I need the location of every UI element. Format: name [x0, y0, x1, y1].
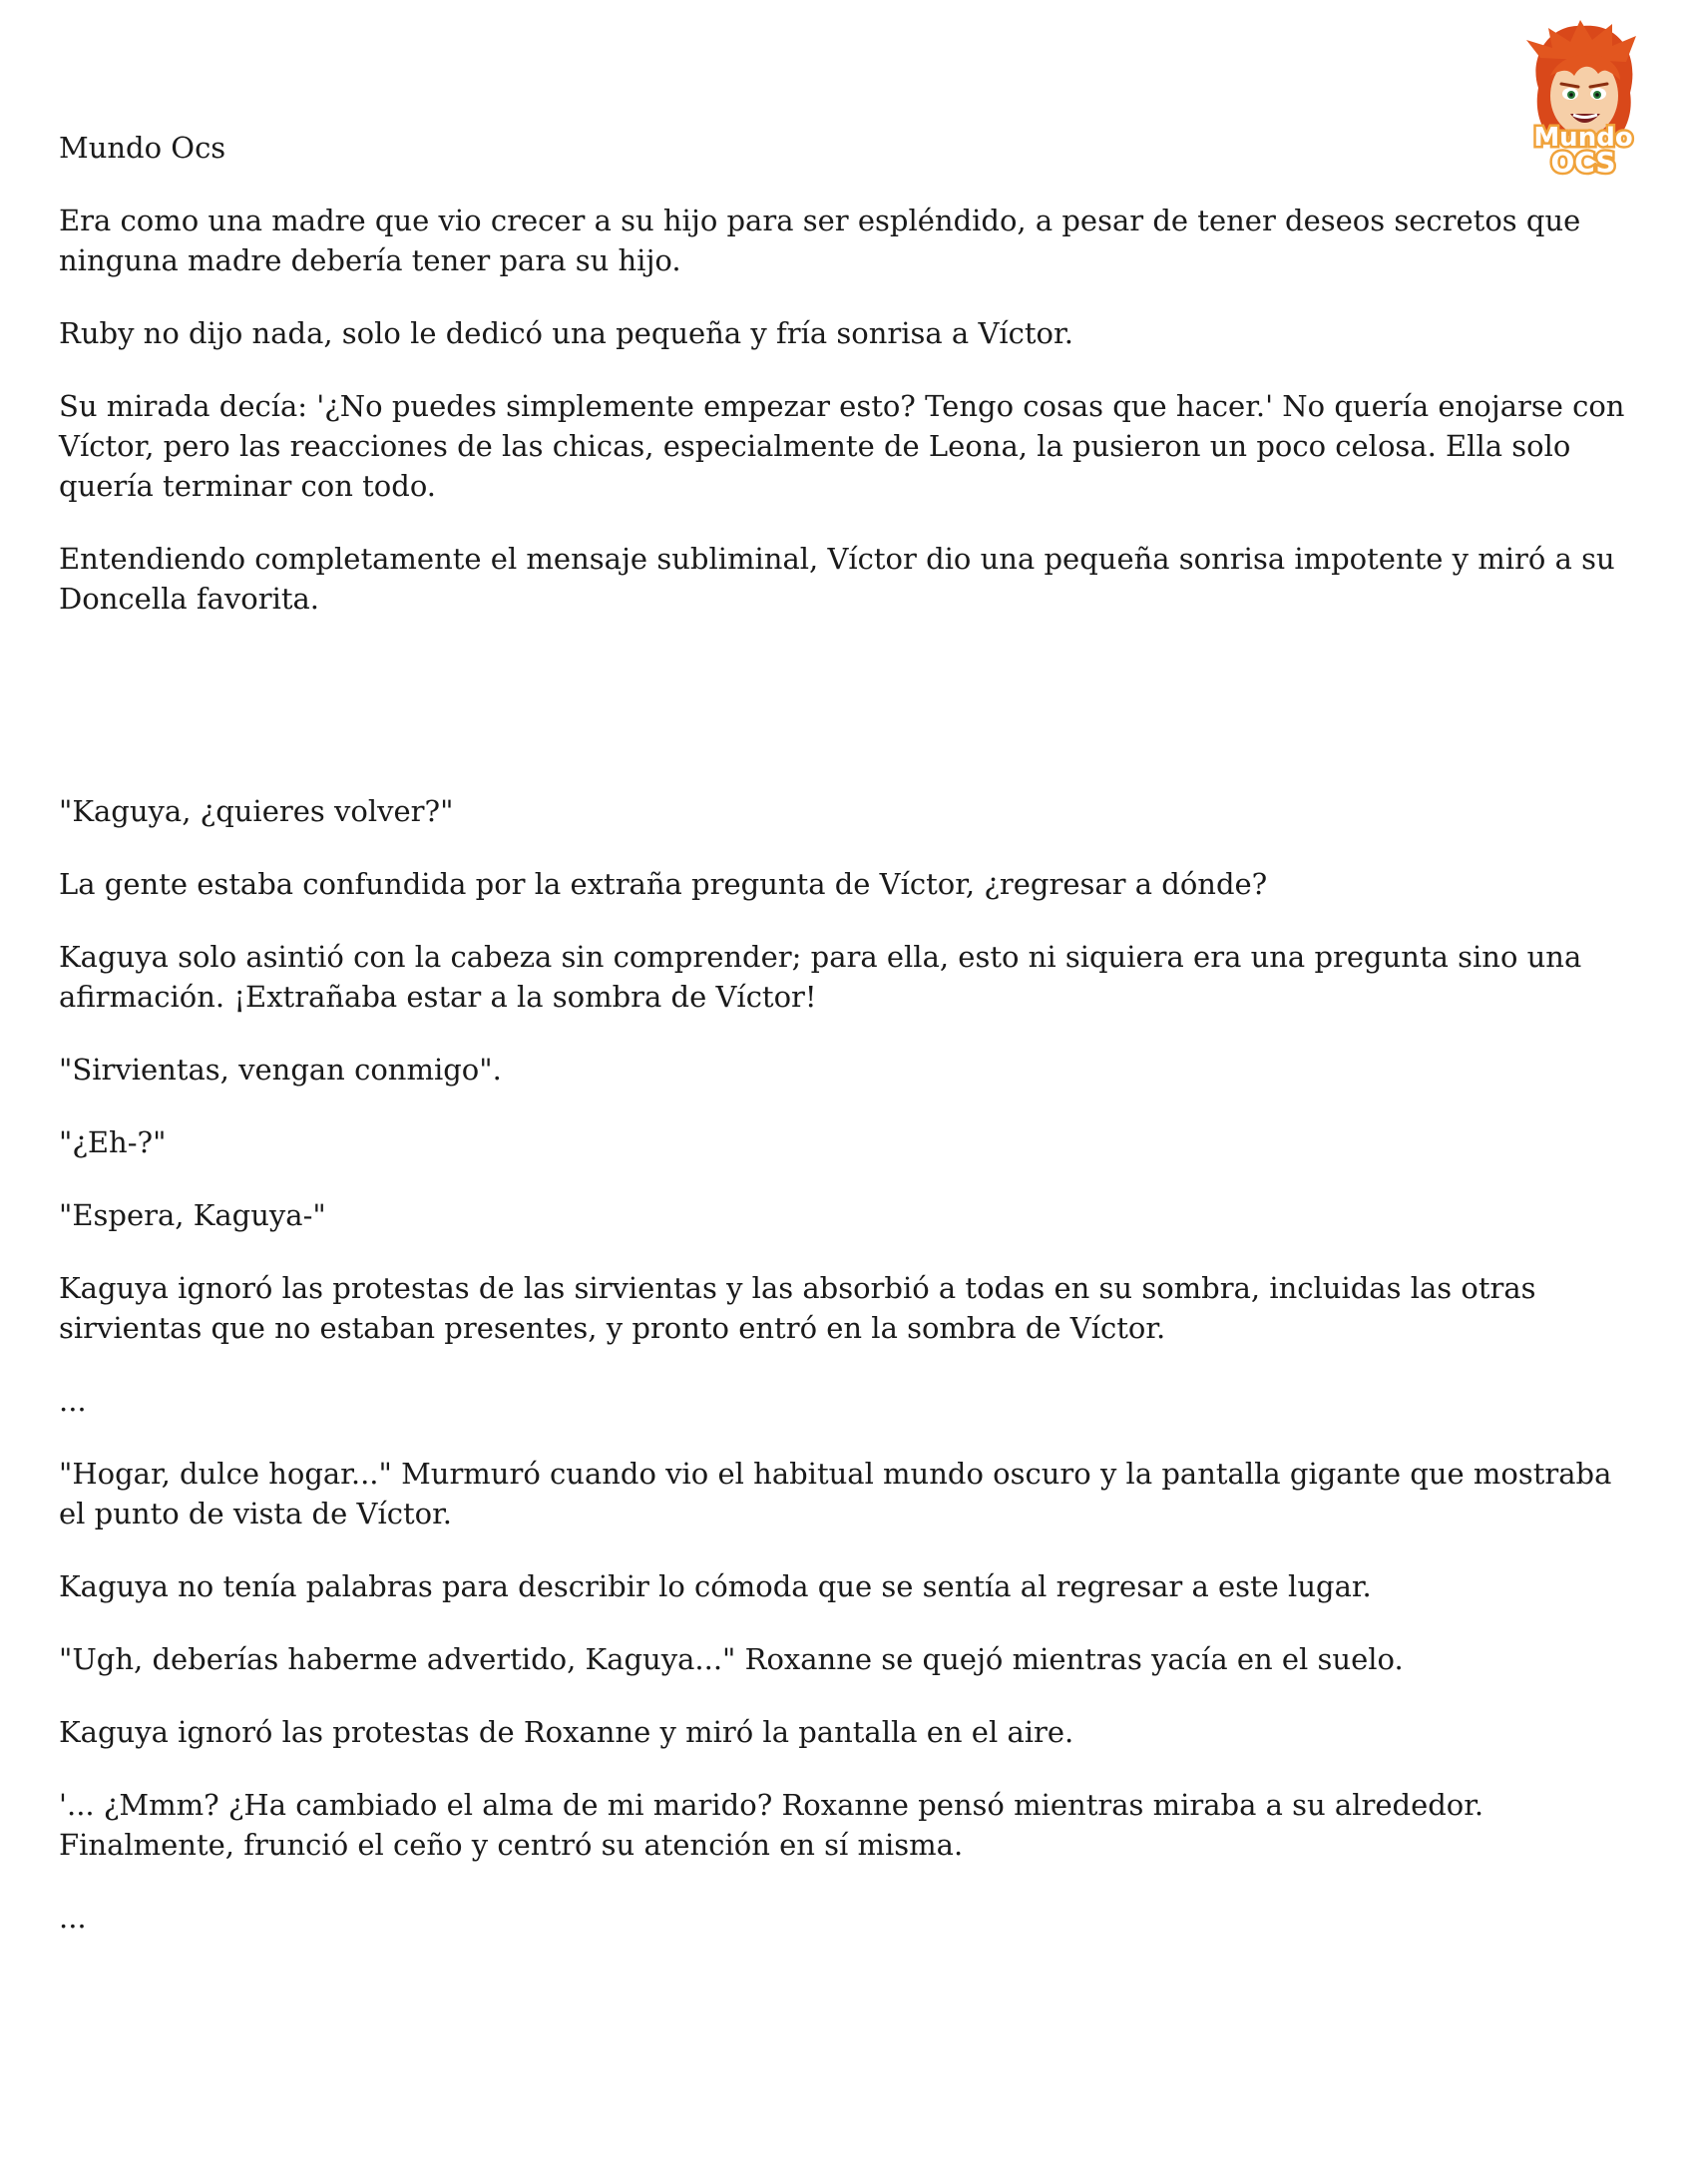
logo-text-line2: OCS — [1550, 146, 1616, 179]
paragraph: "Ugh, deberías haberme advertido, Kaguya..." Roxanne se quejó mientras yacía en el suelo. — [59, 1642, 1404, 1676]
paragraph: "Hogar, dulce hogar..." Murmuró cuando vio el habitual mundo oscuro y la pantalla gigante que mostraba el punto de vista de Víctor. — [59, 1457, 1612, 1530]
paragraph: Era como una madre que vio crecer a su hijo para ser espléndido, a pesar de tener deseos secretos que ninguna madre debería tener para su hijo. — [59, 204, 1581, 277]
section-gap — [59, 652, 1635, 791]
paragraph: "¿Eh-?" — [59, 1125, 167, 1159]
paragraph: Su mirada decía: '¿No puedes simplemente empezar esto? Tengo cosas que hacer.' No quería enojarse con Víctor, pero las reacciones de las chicas, especialmente de Leona, la pusieron un poco celosa. Ella solo quería terminar con todo. — [59, 389, 1625, 503]
paragraph: Entendiendo completamente el mensaje subliminal, Víctor dio una pequeña sonrisa impotente y miró a su Doncella favorita. — [59, 542, 1615, 616]
paragraph: "Kaguya, ¿quieres volver?" — [59, 794, 454, 828]
document-body — [59, 128, 1635, 1970]
paragraph: Kaguya no tenía palabras para describir lo cómoda que se sentía al regresar a este lugar. — [59, 1569, 1372, 1603]
paragraph: ... — [59, 1384, 87, 1418]
paragraph: Ruby no dijo nada, solo le dedicó una pequeña y fría sonrisa a Víctor. — [59, 316, 1073, 350]
paragraph: Kaguya solo asintió con la cabeza sin comprender; para ella, esto ni siquiera era una pregunta sino una afirmación. ¡Extrañaba estar a la sombra de Víctor! — [59, 940, 1582, 1014]
paragraph: La gente estaba confundida por la extraña pregunta de Víctor, ¿regresar a dónde? — [59, 867, 1268, 901]
paragraph: Kaguya ignoró las protestas de las sirvientas y las absorbió a todas en su sombra, incluidas las otras sirvientas que no estaban presentes, y pronto entró en la sombra de Víctor. — [59, 1271, 1536, 1345]
paragraph: "Espera, Kaguya-" — [59, 1198, 326, 1232]
paragraph: '... ¿Mmm? ¿Ha cambiado el alma de mi marido? Roxanne pensó mientras miraba a su alrededor. Finalmente, frunció el ceño y centró su atención en sí misma. — [59, 1788, 1484, 1862]
logo-text-line1: Mundo — [1533, 123, 1633, 153]
document-heading: Mundo Ocs — [59, 131, 226, 165]
paragraph: ... — [59, 1901, 87, 1935]
paragraph: "Sirvientas, vengan conmigo". — [59, 1053, 502, 1087]
paragraph: Kaguya ignoró las protestas de Roxanne y miró la pantalla en el aire. — [59, 1715, 1074, 1749]
